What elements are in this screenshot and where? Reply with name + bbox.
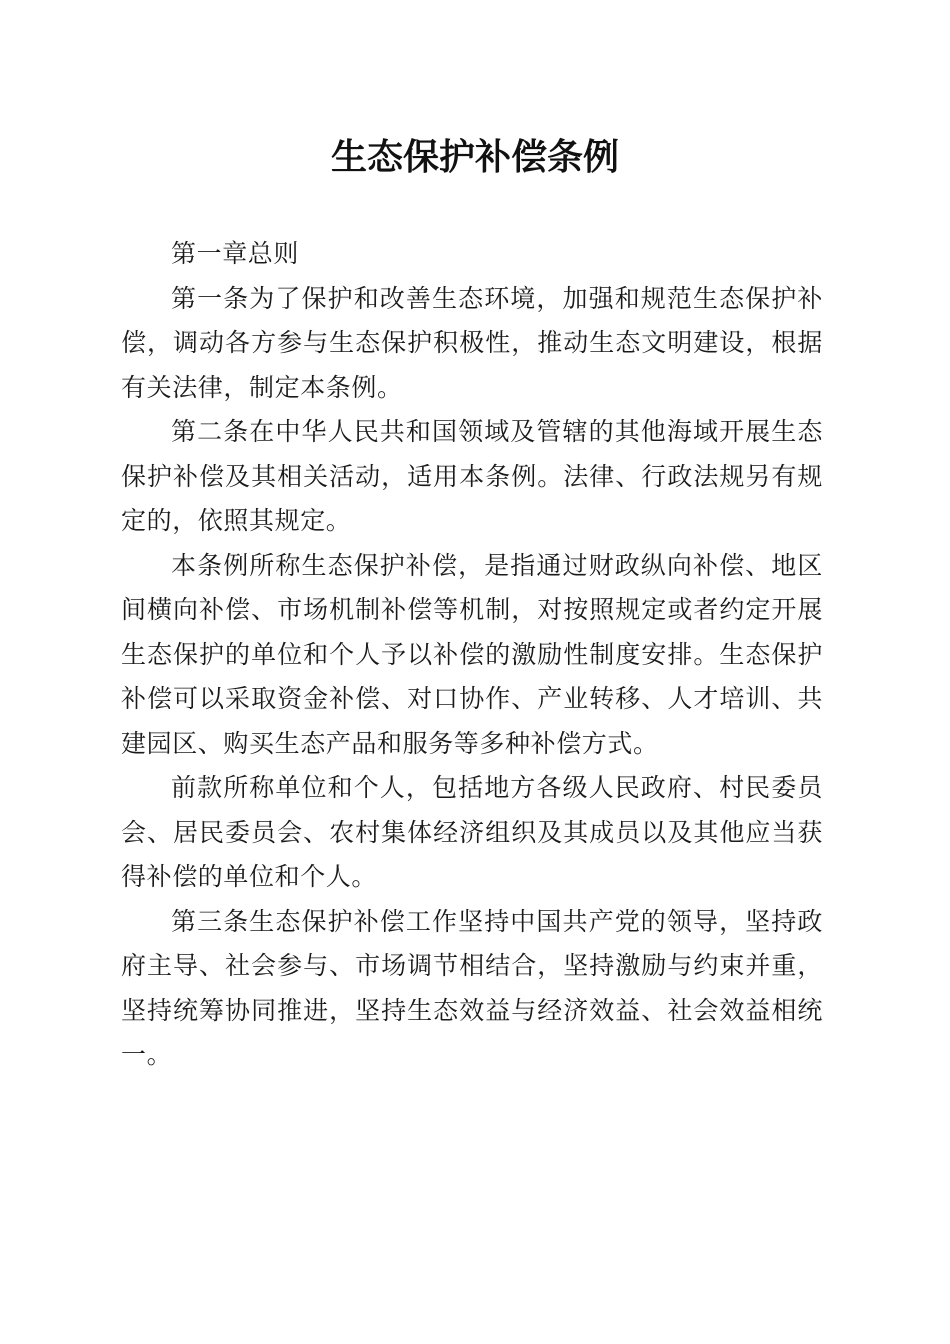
definition-paragraph: 本条例所称生态保护补偿，是指通过财政纵向补偿、地区间横向补偿、市场机制补偿等机制，对按照规定或者约定开展生态保护的单位和个人予以补偿的激励性制度安排。生态保护补偿可以采取资金补偿、对口协作、产业转移、人才培训、共建园区、购买生态产品和服务等多种补偿方式。	[121, 550, 823, 758]
scope-paragraph: 前款所称单位和个人，包括地方各级人民政府、村民委员会、居民委员会、农村集体经济组织及其成员以及其他应当获得补偿的单位和个人。	[121, 773, 823, 891]
chapter-heading: 第一章总则	[171, 239, 300, 268]
article-1-paragraph: 第一条为了保护和改善生态环境，加强和规范生态保护补偿，调动各方参与生态保护积极性，推动生态文明建设，根据有关法律，制定本条例。	[121, 283, 823, 402]
article-2-paragraph: 第二条在中华人民共和国领域及管辖的其他海域开展生态保护补偿及其相关活动，适用本条例。法律、行政法规另有规定的，依照其规定。	[121, 417, 823, 535]
document-body	[121, 232, 823, 1078]
article-3-paragraph: 第三条生态保护补偿工作坚持中国共产党的领导，坚持政府主导、社会参与、市场调节相结合，坚持激励与约束并重，坚持统筹协同推进，坚持生态效益与经济效益、社会效益相统一。	[121, 906, 823, 1069]
document-title: 生态保护补偿条例	[330, 136, 619, 178]
